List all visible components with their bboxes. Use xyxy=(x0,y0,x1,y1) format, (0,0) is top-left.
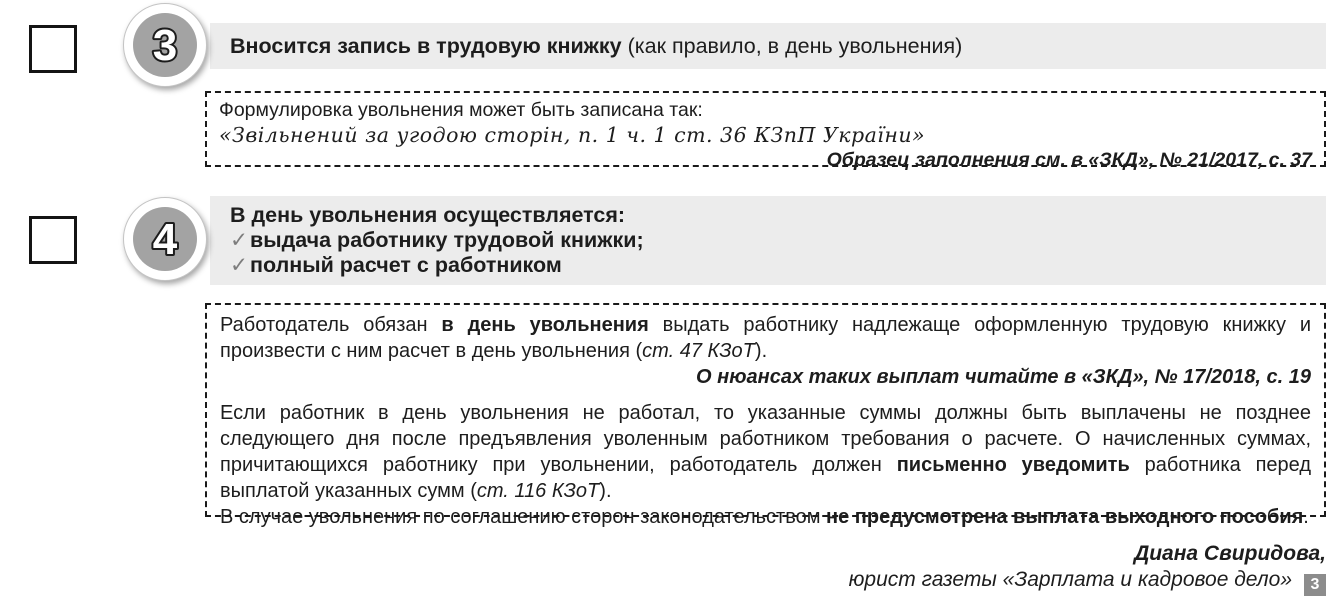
note-sample-handwritten: «Звільнений за угодою сторін, п. 1 ч. 1 ст. 36 КЗпП України» xyxy=(219,123,926,147)
signature-role: юрист газеты «Зарплата и кадровое дело» 3 xyxy=(849,567,1326,596)
number-4-graphic xyxy=(133,207,197,271)
step-4-title: В день увольнения осуществляется: xyxy=(230,203,626,227)
detail-reference: О нюансах таких выплат читайте в «ЗКД», № 17/2018, с. 19 xyxy=(696,366,1311,388)
detail-paragraph-1: Работодатель обязан в день увольнения выдать работнику надлежаще оформленную трудовую книжку и произвести с ним расчет в день увольнения (ст. 47 КЗоТ). xyxy=(220,314,1311,362)
step-4-bullet-2 xyxy=(230,253,1326,278)
number-3-text: 3 xyxy=(152,21,178,70)
checkbox-step-3[interactable] xyxy=(29,25,77,73)
statute-reference: ст. 116 КЗоТ xyxy=(476,480,600,502)
statute-reference: ст. 47 КЗоТ xyxy=(642,340,755,362)
step-3-number-badge xyxy=(123,3,207,87)
check-icon: ✓ xyxy=(230,253,249,277)
formulation-note-box xyxy=(205,91,1326,171)
checkbox-step-4[interactable] xyxy=(29,216,77,264)
step-3-title xyxy=(210,23,1326,69)
step-3-title-tail: (как правило, в день увольнения) xyxy=(621,34,963,58)
note-intro: Формулировка увольнения может быть записана так: xyxy=(219,99,703,121)
step-4-bullet-1-label: выдача работнику трудовой книжки; xyxy=(250,228,644,252)
detail-paragraph-3: В случае увольнения по соглашению сторон законодательством не предусмотрена выплата выходного пособия. xyxy=(220,506,1309,528)
step-4-number-badge xyxy=(123,197,207,281)
signature-name: Диана Свиридова, xyxy=(1134,542,1326,565)
step-3-header-bar xyxy=(210,23,1326,69)
step-3-title-bold: Вносится запись в трудовую книжку xyxy=(230,34,622,58)
number-3-graphic xyxy=(133,13,197,77)
number-4-text: 4 xyxy=(152,215,178,264)
details-box xyxy=(205,303,1326,528)
check-icon: ✓ xyxy=(230,228,249,252)
page-number-badge: 3 xyxy=(1304,574,1326,596)
step-4-bullet-1 xyxy=(230,228,1326,253)
detail-paragraph-2: Если работник в день увольнения не работал, то указанные суммы должны быть выплачены не позднее следующего дня после предъявления уволенным работником требования о расчете. О начисленных суммах, причитающихся работнику при увольнении, работодатель должен письменно уведомить работника перед выплатой указанных сумм (ст. 116 КЗоТ). xyxy=(220,402,1311,502)
note-reference: Образец заполнения см. в «ЗКД», № 21/2017, с. 37 xyxy=(826,149,1312,171)
signature-block xyxy=(849,541,1326,596)
step-4-bullet-2-label: полный расчет с работником xyxy=(250,253,562,277)
step-4-header-bar xyxy=(210,196,1326,285)
